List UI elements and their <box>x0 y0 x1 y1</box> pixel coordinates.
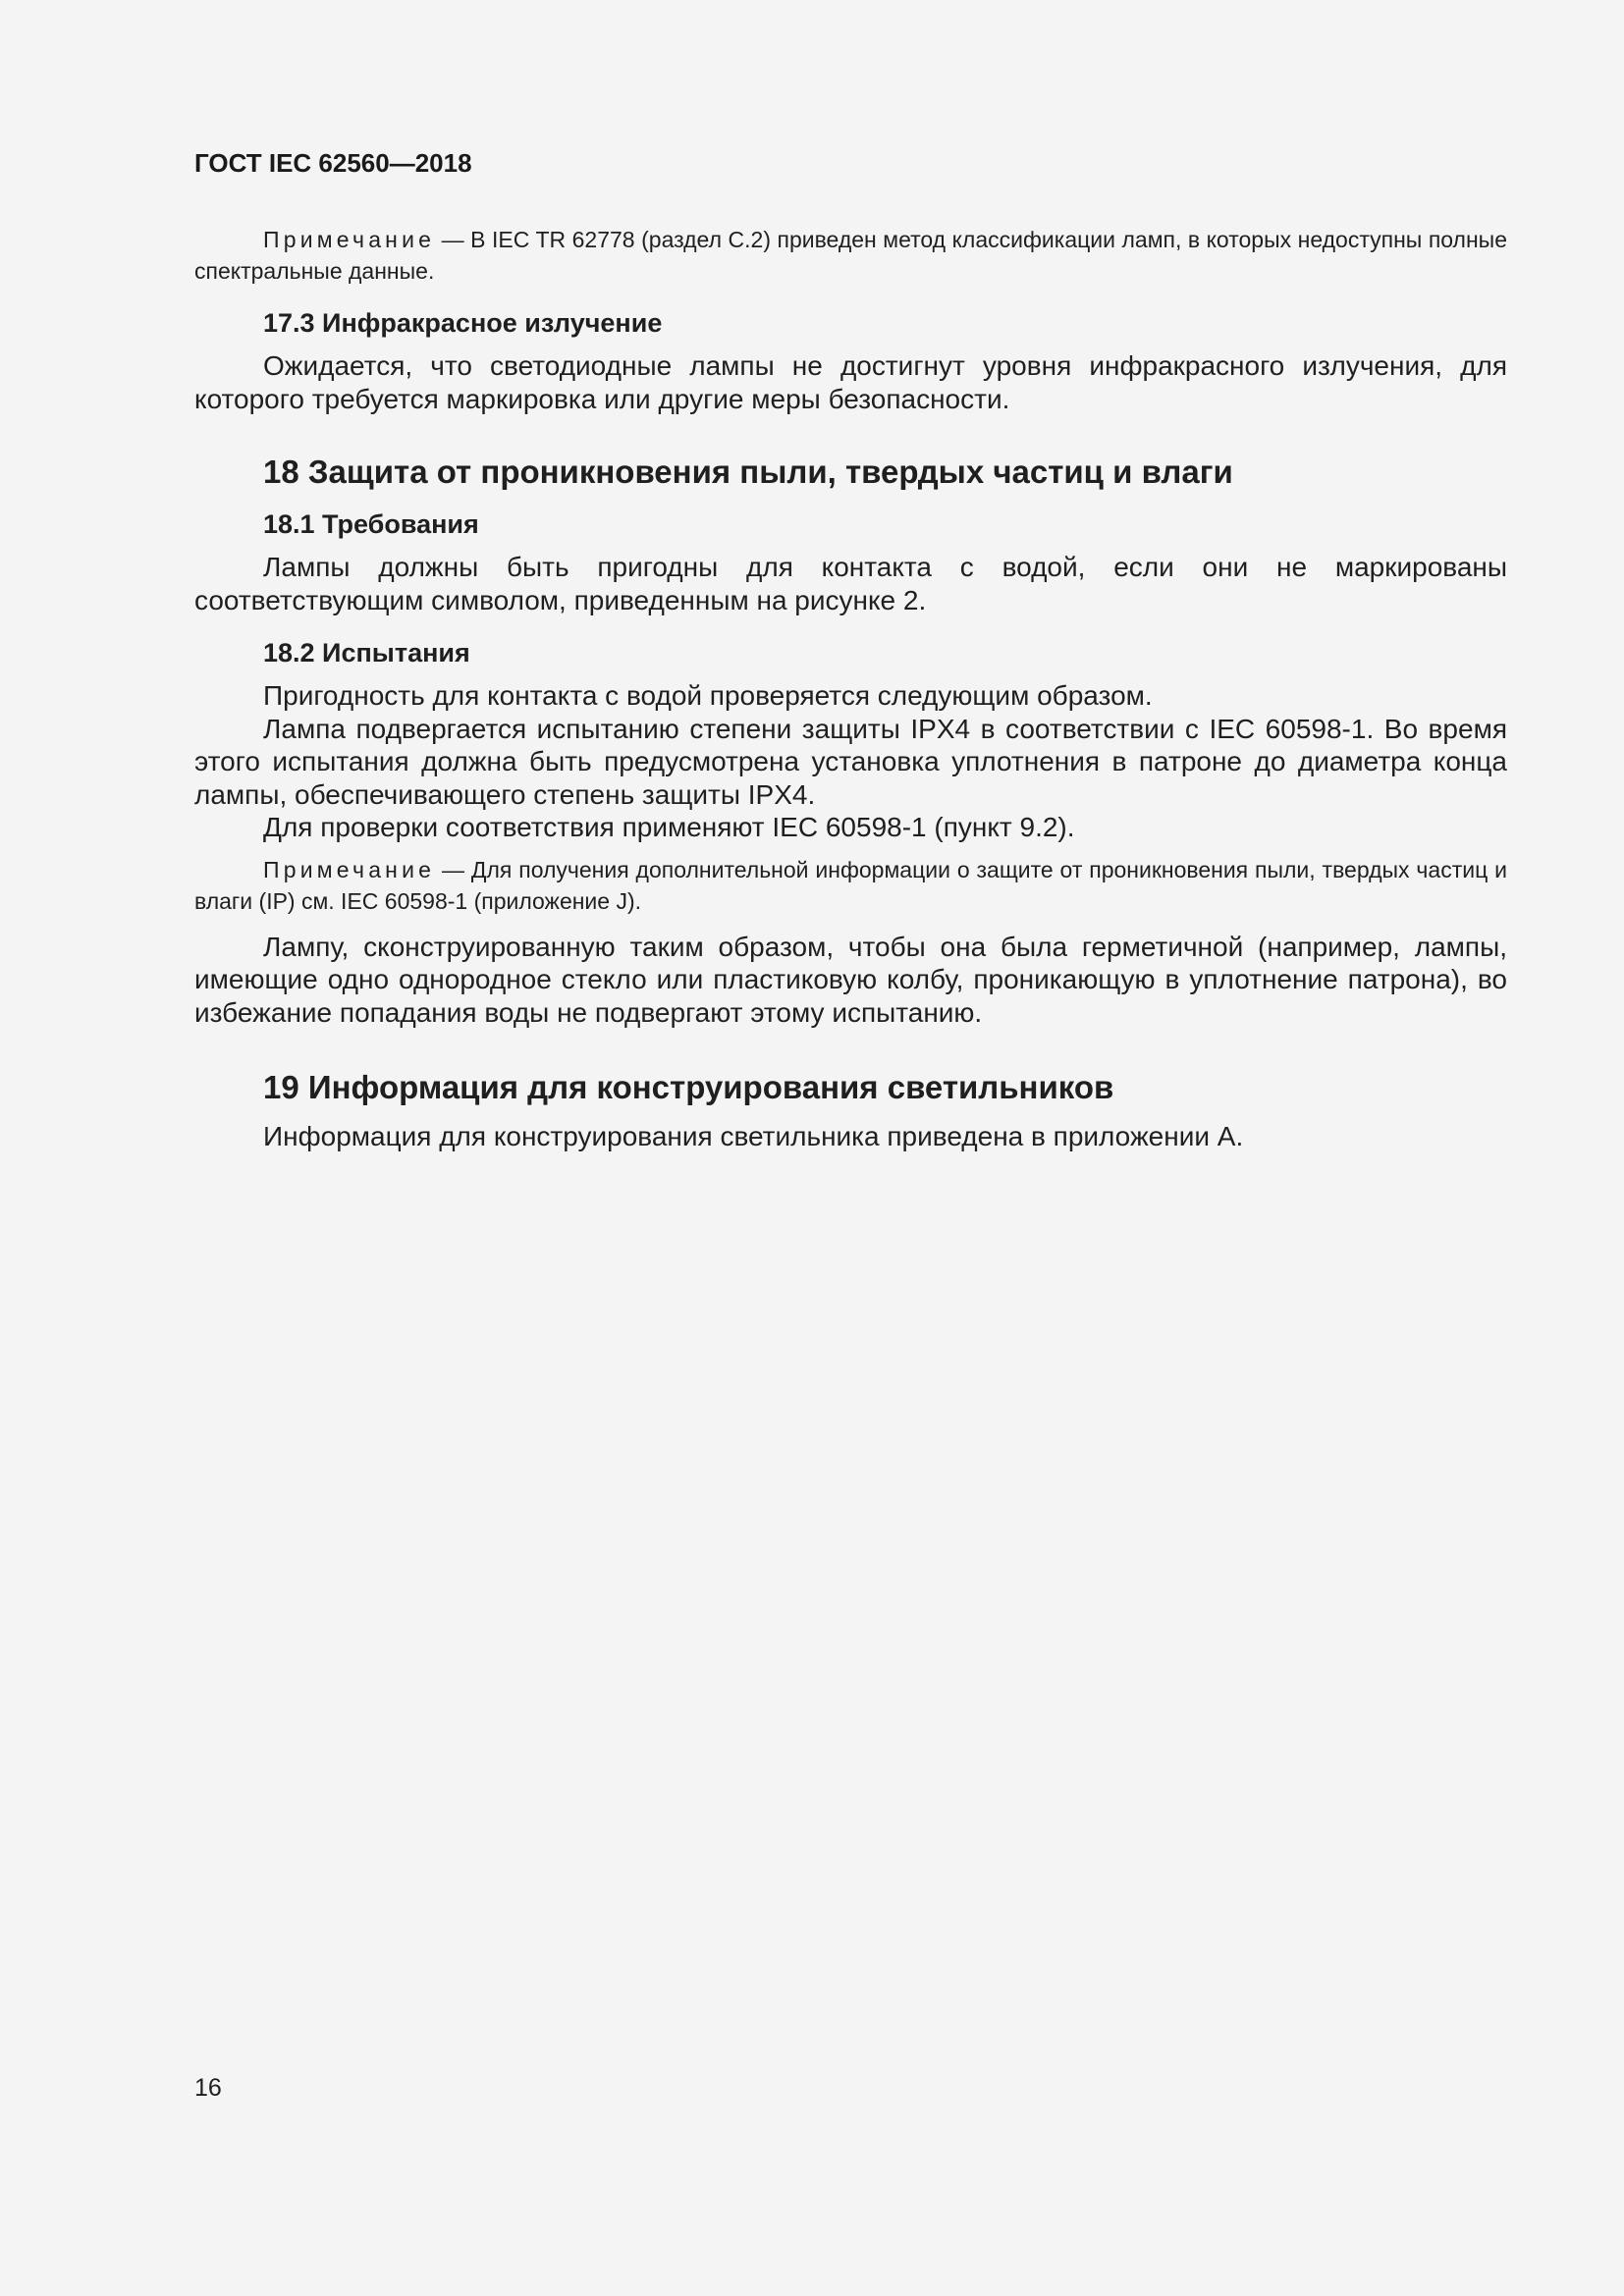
section-18-2-heading: 18.2 Испытания <box>263 638 470 667</box>
note-spectral <box>194 224 1507 287</box>
section-19-paragraph: Информация для конструирования светильника приведена в приложении А. <box>263 1121 1244 1151</box>
section-18-2-paragraph-3: Для проверки соответствия применяют IEC 60598-1 (пункт 9.2). <box>263 812 1075 842</box>
page-number: 16 <box>194 2074 222 2102</box>
note-text: — Для получения дополнительной информации о защите от проникновения пыли, твердых частиц и влаги (IP) см. IEC 60598-1 (приложение J). <box>194 856 1507 914</box>
note-ip <box>194 854 1507 917</box>
section-18-2-paragraph-4: Лампу, сконструированную таким образом, чтобы она была герметичной (например, лампы, имеющие одно однородное стекло или пластиковую колбу, проникающую в уплотнение патрона), во избежание попадания воды не подвергают этому испытанию. <box>194 931 1507 1028</box>
section-18-1-paragraph: Лампы должны быть пригодны для контакта с водой, если они не маркированы соответствующим символом, приведенным на рисунке 2. <box>194 552 1507 615</box>
section-18-heading: 18 Защита от проникновения пыли, твердых частиц и влаги <box>263 454 1233 490</box>
page-content <box>194 224 1507 1153</box>
section-19-heading: 19 Информация для конструирования светильников <box>263 1069 1114 1105</box>
section-18-2-paragraph-1: Пригодность для контакта с водой проверяется следующим образом. <box>263 680 1153 711</box>
note-label: Примечание <box>263 227 436 252</box>
note-label: Примечание <box>263 856 436 882</box>
note-text: — В IEC TR 62778 (раздел С.2) приведен метод классификации ламп, в которых недоступны полные спектральные данные. <box>194 227 1507 284</box>
document-header: ГОСТ IEC 62560—2018 <box>194 148 472 178</box>
section-17-3-heading: 17.3 Инфракрасное излучение <box>263 308 663 338</box>
section-18-1-heading: 18.1 Требования <box>263 509 479 539</box>
section-17-3-paragraph: Ожидается, что светодиодные лампы не достигнут уровня инфракрасного излучения, для которого требуется маркировка или другие меры безопасности. <box>194 350 1507 414</box>
section-18-2-paragraph-2: Лампа подвергается испытанию степени защиты IPX4 в соответствии с IEC 60598-1. Во время этого испытания должна быть предусмотрена установка уплотнения в патроне до диаметра конца лампы, обеспечивающего степень защиты IPX4. <box>194 713 1507 810</box>
